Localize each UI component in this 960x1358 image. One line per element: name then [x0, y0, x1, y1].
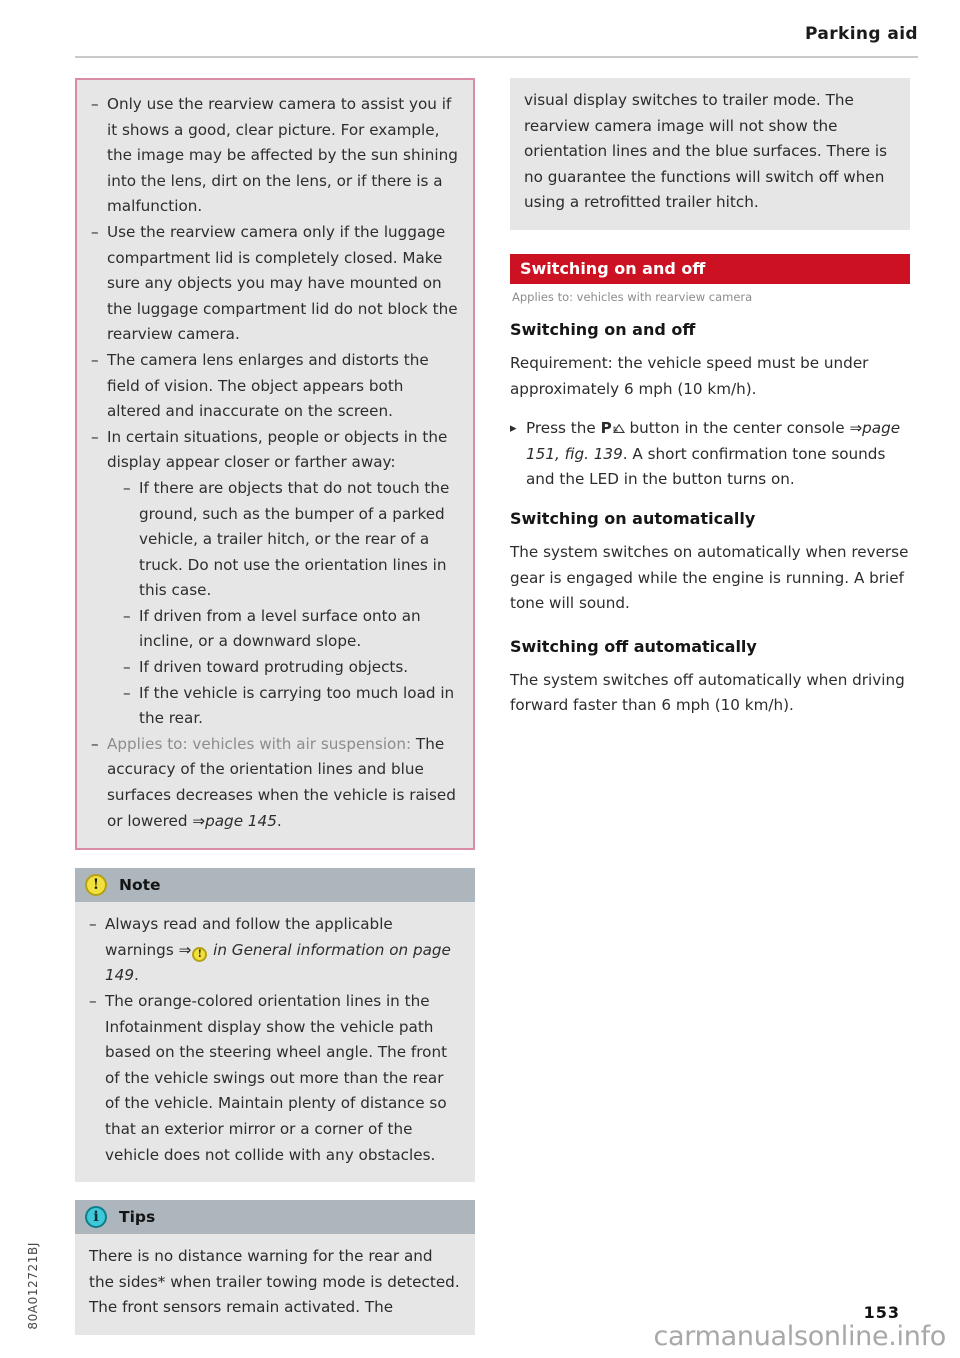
warning-item-air-suspension [91, 732, 459, 834]
step-text-tail: . A short confirmation tone sounds and the LED in the button turns on. [526, 444, 886, 489]
warning-list [91, 92, 459, 834]
note-item: – The orange-colored orientation lines in the Infotainment display show the vehicle path based on the steering wheel angle. The front of the vehicle swings out more than the rear of the vehicle. Maintain plenty of distance so that an exterior mirror or a corner of the vehicle does not collide with any obstacles. [89, 989, 461, 1168]
page-header [75, 24, 918, 58]
right-column [510, 78, 910, 733]
note-panel-body [75, 902, 475, 1182]
watermark: carmanualsonline.info [653, 1321, 946, 1352]
warning-item: – Only use the rearview camera to assist you if it shows a good, clear picture. For example, the image may be affected by the sun shining into the lens, dirt on the lens, or if there is a malfunction. [91, 92, 459, 220]
tips-panel-header [75, 1200, 475, 1234]
requirement-paragraph: Requirement: the vehicle speed must be under approximately 6 mph (10 km/h). [510, 353, 869, 398]
warning-item [91, 425, 459, 732]
warning-box [75, 78, 475, 850]
warning-item: – The camera lens enlarges and distorts the field of vision. The object appears both altered and inaccurate on the screen. [91, 348, 459, 425]
continued-tips-box [510, 78, 910, 230]
subheading-switching-on-automatically: Switching on automatically [510, 508, 756, 528]
sentence-period: . [134, 966, 139, 985]
warning-subitem: – If the vehicle is carrying too much load in the rear. [123, 681, 459, 732]
warning-item-text: The accuracy of the orientation lines and blue surfaces decreases when the vehicle is raised or lowered [107, 734, 456, 830]
warning-item-text: In certain situations, people or objects in the display appear closer or farther away: [107, 427, 448, 472]
warning-subitem: – If there are objects that do not touch the ground, such as the bumper of a parked vehicle, a trailer hitch, or the rear of a truck. Do not use the orientation lines in this case. [123, 476, 459, 604]
xref-arrow-icon: ⇒ [849, 419, 863, 438]
margin-document-code: 80A012721BJ [26, 1242, 40, 1330]
section-header-bar: Switching on and off [510, 254, 910, 284]
step-item [510, 416, 910, 493]
left-column [75, 78, 475, 1335]
page-number: 153 [863, 1303, 900, 1322]
note-panel-header [75, 868, 475, 902]
applies-to-label: Applies to: vehicles with air suspension: [107, 734, 412, 753]
warning-exclamation-icon: ! [192, 947, 207, 962]
note-item [89, 912, 461, 989]
continued-tips-text: visual display switches to trailer mode. The rearview camera image will not show the orientation lines and the blue surfaces. There is no guarantee the functions will switch off when using a retrofitted trailer hitch. [524, 91, 888, 212]
step-text-post: button in the center console [629, 419, 845, 438]
section-applies-to: Applies to: vehicles with rearview camera [512, 289, 753, 304]
page-cross-reference[interactable]: in General information on page 149 [105, 940, 451, 985]
page-cross-reference[interactable]: page 145 [205, 811, 277, 830]
xref-arrow-icon: ⇒ [178, 940, 192, 959]
header-divider [75, 56, 918, 58]
xref-arrow-icon: ⇒ [192, 811, 206, 830]
tips-panel-body [75, 1234, 475, 1335]
step-text-pre: Press the [526, 419, 596, 438]
tips-panel [75, 1200, 475, 1335]
info-icon: i [85, 1206, 107, 1228]
warning-item: – Use the rearview camera only if the luggage compartment lid is completely closed. Make sure any objects you may have mounted on the luggage compartment lid do not block the rearview camera. [91, 220, 459, 348]
warning-exclamation-icon: ! [85, 874, 107, 896]
paragraph-switching-on-automatically: The system switches on automatically when reverse gear is engaged while the engine is running. A brief tone will sound. [510, 542, 909, 613]
note-item-text: Always read and follow the applicable warnings [105, 915, 393, 959]
paragraph-switching-off-automatically: The system switches off automatically when driving forward faster than 6 mph (10 km/h). [510, 670, 905, 715]
warning-sublist [107, 476, 459, 732]
parking-sensor-icon [613, 417, 625, 428]
warning-subitem: – If driven from a level surface onto an incline, or a downward slope. [123, 604, 459, 655]
note-panel [75, 868, 475, 1182]
step-list [510, 416, 910, 493]
tips-text: There is no distance warning for the rear and the sides* when trailer towing mode is detected. The front sensors remain activated. The [89, 1247, 460, 1317]
parking-button-glyph [601, 419, 625, 437]
subheading-switching-off-automatically: Switching off automatically [510, 636, 757, 656]
subheading-switching-on-and-off: Switching on and off [510, 319, 696, 339]
note-list [89, 912, 461, 1168]
sentence-period: . [276, 811, 282, 830]
page-title: Parking aid [804, 24, 918, 44]
note-panel-label: Note [119, 876, 161, 895]
warning-subitem: – If driven toward protruding objects. [123, 655, 459, 681]
page-cross-reference[interactable]: page 151, fig. 139 [526, 419, 901, 463]
parking-button-letter: P [600, 419, 612, 438]
tips-panel-label: Tips [119, 1208, 156, 1227]
